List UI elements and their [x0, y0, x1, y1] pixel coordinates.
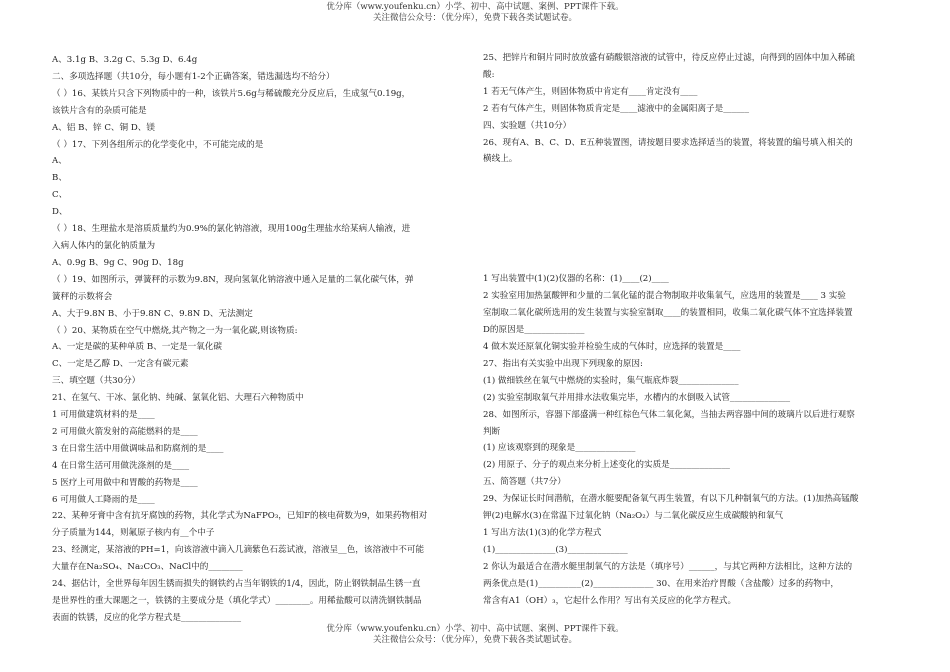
- text-line: 21、在氢气、干冰、氯化钠、纯碱、氯氧化铝、大理石六种物质中: [52, 393, 304, 404]
- text-line: 3 在日常生活中用做调味品和防腐剂的是____: [52, 443, 224, 454]
- text-line: (1) 做细铁丝在氧气中燃烧的实验时，集气瓶底炸裂______________: [483, 375, 739, 386]
- text-line: A、一定是碳的某种单质 B、一定是一氧化碳: [52, 342, 222, 353]
- text-line: 2 实验室用加热氯酸钾和少量的二氧化锰的混合物制取并收集氧气，应选用的装置是____ 3 实验: [483, 291, 846, 302]
- text-line: 2 你认为最适合在潜水艇里制氧气的方法是（填序号）______，与其它两种方法相比，这种方法的: [483, 561, 853, 572]
- text-line: 室制取二氧化碳所选用的发生装置与实验室制取____的装置相同，收集二氧化碳气体不宜选择装置: [483, 308, 853, 319]
- text-line: 25、把锌片和铜片同时放放盛有硝酸银溶液的试管中，待反应停止过滤，向得到的固体中加入稀硫: [483, 53, 855, 63]
- text-line: （ ）20、某物质在空气中燃烧,其产物之一为一氧化碳,则该物质:: [52, 325, 298, 336]
- page-footer: [0, 624, 950, 646]
- text-line: 2 若有气体产生，则固体物质肯定是____滤液中的金属阳离子是______: [483, 103, 750, 114]
- right-column-bottom: [483, 271, 901, 609]
- text-line: B、: [52, 173, 67, 184]
- text-line: C、: [52, 190, 68, 201]
- text-line: 6 可用做人工降雨的是____: [52, 494, 155, 505]
- text-line: 4 在日常生活可用做洗涤剂的是____: [52, 460, 190, 471]
- text-line: 入病人体内的氯化钠质量为: [52, 240, 156, 251]
- text-line: 22、某种牙膏中含有抗牙腐蚀的药物，其化学式为NaFPO₃，已知F的核电荷数为9，如果药物相对: [52, 511, 428, 522]
- text-line: 酸:: [483, 69, 495, 80]
- left-column: [52, 52, 460, 627]
- text-line: 28、如图所示，容器下部盛满一种红棕色气体二氧化氮，当抽去两容器中间的玻璃片以后进行观察: [483, 409, 855, 420]
- right-column-top: [483, 50, 901, 168]
- text-line: A、0.9g B、9g C、90g D、18g: [52, 257, 184, 268]
- right-column: [483, 50, 901, 609]
- text-line: A、铝 B、锌 C、铜 D、镁: [52, 122, 155, 133]
- text-line: 是世界性的重大课题之一，铁锈的主要成分是（填化学式）________。用稀盐酸可以清洗钢铁制品: [52, 596, 422, 606]
- text-line: D、: [52, 207, 68, 218]
- text-line: D的原因是______________: [483, 325, 585, 336]
- figure-placeholder: [483, 168, 901, 271]
- text-line: 2 可用做火箭发射的高能燃料的是____: [52, 426, 198, 437]
- text-line: A、: [52, 156, 67, 167]
- text-line: 1 写出方法(1)(3)的化学方程式: [483, 527, 602, 538]
- footer-line-1: 优分库（www.youfenku.cn）小学、初中、高中试题、案例、PPT课件下载。: [326, 624, 624, 634]
- text-line: 五、简答题（共7分）: [483, 477, 566, 488]
- text-line: 27、指出有关实验中出现下列现象的原因:: [483, 358, 643, 369]
- text-line: (1) 应该观察到的现象是______________: [483, 443, 636, 454]
- text-line: 24、据估计，全世界每年因生锈而损失的钢铁约占当年钢铁的1/4，因此，防止钢铁制品生锈一直: [52, 579, 421, 590]
- header-line-1: 优分库（www.youfenku.cn）小学、初中、高中试题、案例、PPT课件下载。: [326, 2, 624, 12]
- text-line: 判断: [483, 426, 501, 437]
- text-line: 4 做木炭还原氧化铜实验并检验生成的气体时，应选择的装置是____: [483, 341, 741, 352]
- text-line: A、3.1g B、3.2g C、5.3g D、6.4g: [52, 55, 198, 65]
- text-line: 簧秤的示数将会: [52, 291, 113, 302]
- text-line: 三、填空题（共30分）: [52, 376, 141, 387]
- text-line: 29、为保证长时间潜航，在潜水艇要配备氧气再生装置，有以下几种制氧气的方法。(1)加热高锰酸: [483, 494, 859, 505]
- text-line: 该铁片含有的杂质可能是: [52, 105, 147, 116]
- text-line: (2) 实验室制取氧气并用排水法收集完毕，水槽内的水倒吸入试管______________: [483, 392, 791, 403]
- text-line: （ ）19、如图所示，弹簧秤的示数为9.8N，现向氢氧化钠溶液中通入足量的二氧化碳气体，弹: [52, 274, 414, 285]
- footer-line-2: 关注微信公众号：（优分库），免费下载各类试题试卷。: [372, 635, 577, 645]
- text-line: 分子质量为144，则氟原子核内有__个中子: [52, 528, 215, 539]
- text-line: 1 可用做建筑材料的是____: [52, 410, 155, 421]
- text-line: 表面的铁锈，反应的化学方程式是______________: [52, 612, 242, 623]
- text-line: （ ）18、生理盐水是溶质质量约为0.9%的氯化钠溶液，现用100g生理盐水给某病人输液，进: [52, 224, 411, 235]
- text-line: 横线上。: [483, 154, 518, 165]
- text-line: 5 医疗上可用做中和胃酸的药物是____: [52, 477, 198, 488]
- text-line: (1)______________(3)______________: [483, 544, 628, 555]
- text-line: 常含有A1（OH）₃，它起什么作用？写出有关反应的化学方程式。: [483, 595, 737, 606]
- text-line: C、一定是乙醇 D、一定含有碳元素: [52, 359, 189, 370]
- text-line: 1 写出装置中(1)(2)仪器的名称：(1)____(2)____: [483, 274, 669, 285]
- text-line: 四、实验题（共10分）: [483, 120, 572, 131]
- text-line: 两条优点是(1)__________(2)______________ 30、在用来治疗胃酸（含盐酸）过多的药物中，: [483, 578, 839, 589]
- text-line: 23、经测定，某溶液的PH=1，向该溶液中滴入几滴紫色石蕊试液，溶液呈__色，该溶液中不可能: [52, 545, 425, 556]
- text-line: 大量存在Na₂SO₄、Na₂CO₃、NaCl中的________: [52, 562, 243, 573]
- text-line: （ ）16、某铁片只含下列物质中的一种，该铁片5.6g与稀硫酸充分反应后，生成氢气0.19g，: [52, 88, 411, 99]
- text-line: 1 若无气体产生，则固体物质中肯定有____肯定没有____: [483, 86, 698, 97]
- text-line: A、大于9.8N B、小于9.8N C、9.8N D、无法测定: [52, 308, 253, 319]
- text-line: 26、现有A、B、C、D、E五种装置图，请按题目要求选择适当的装置，将装置的编号填入相关的: [483, 137, 853, 148]
- text-line: 二、多项选择题（共10分，每小题有1-2个正确答案，错选漏选均不给分）: [52, 71, 335, 82]
- text-line: 钾(2)电解水(3)在常温下过氧化钠（Na₂O₂）与二氧化碳反应生成碳酸钠和氧气: [483, 511, 784, 522]
- page-header: [0, 2, 950, 24]
- text-line: （ ）17、下列各组所示的化学变化中，不可能完成的是: [52, 139, 264, 150]
- header-line-2: 关注微信公众号：（优分库），免费下载各类试题试卷。: [372, 13, 577, 23]
- text-line: (2) 用原子、分子的观点来分析上述变化的实质是______________: [483, 460, 730, 471]
